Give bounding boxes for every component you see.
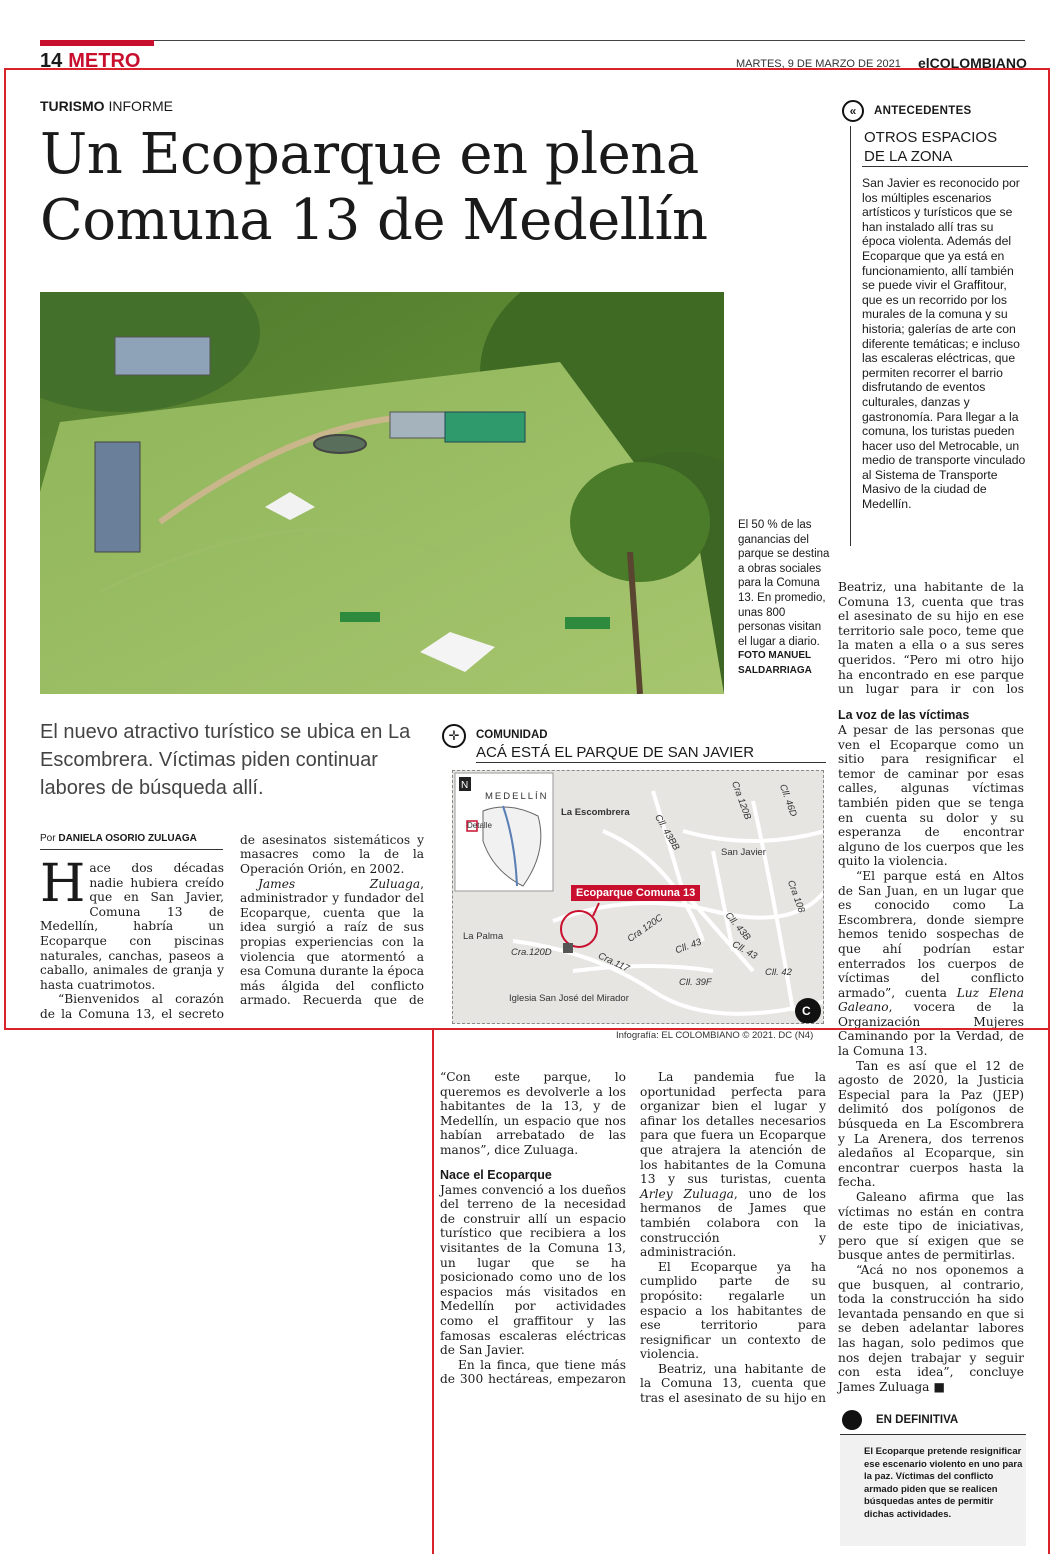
antecedentes-label: ANTECEDENTES <box>874 105 972 117</box>
section-name: METRO <box>68 50 141 72</box>
article-column-3: Beatriz, una habitante de la Comuna 13, cuenta que tras el asesinato de su hijo en ese territorio sale poco, teme que la maten a ella o a sus seres queridos. “Pero mi otro hijo ha encontrado en ese parque un lugar para ir con los La voz de las víctimas A pesar de las personas que ven el Ecoparque como un sitio para resignificar el temor de caminar por esas calles, algunas víctimas también piden que se tenga en cuenta su dolor y su esperanza de encontrar alguno de los cuerpos que les quito la violencia. “El parque está en Altos de San Juan, en un lugar que es conocido como La Escombrera, donde siempre hemos tenido sospechas de que ahí podrían estar enterrados los cuerpos de víctimas del conflicto armado”, cuenta Luz Elena Galeano, vocera de la Organización Mujeres Caminando por la Verdad, de la Comuna 13. Tan es así que el 12 de agosto de 2020, la Justicia Especial para la Paz (JEP) delimitó dos polígonos de búsqueda en La Escombrera y La Arenera, dos terrenos aledaños al Ecoparque, sin encontrar cuerpos hasta la fecha. Galeano afirma que las víctimas no están en contra de este tipo de iniciativas, pero que sí exigen que se busque antes de permitirlas. “Acá no nos oponemos a que busquen, al contrario, toda la construcción ha sido levantada pensando en que si se deben adelantar labores las hagan, solo pedimos que nos dejen trabajar y seguir con esta idea”, concluye James Zuluaga ■ <box>838 580 1024 1394</box>
chevrons-left-icon: « <box>842 100 864 122</box>
map-city-label: MEDELLÍN <box>485 791 549 802</box>
byline-rule <box>40 849 223 850</box>
map-highlight-label: Ecoparque Comuna 13 <box>571 885 700 901</box>
street-cra-117: Cra.117 <box>596 950 631 975</box>
compass-icon: ✛ <box>442 724 466 748</box>
en-definitiva-text: El Ecoparque pretende resignificar ese escenario violento en uno para la paz. Víctimas del conflicto armado piden que se realicen búsquedas antes de permitir dichas actividades. <box>864 1446 1023 1520</box>
map-label: COMUNIDAD <box>476 729 548 741</box>
street-cll-42: Cll. 42 <box>765 967 792 978</box>
map-logo: C <box>802 1004 811 1018</box>
page-number: 14 METRO <box>40 50 141 72</box>
checker-icon <box>842 1410 862 1430</box>
paragraph-james: James Zuluaga, administrador y fundador del Ecoparque, cuenta que la idea surgió a raíz de sus propias experiencias con la violencia que atormentó a esa Comuna durante la época más álgida del conflicto armado. Recuerda que de <box>240 876 424 1008</box>
street-cll-46d: Cll. 46D <box>776 782 799 819</box>
article-column-1: Hace dos décadas nadie hubiera creído que en San Javier, Comuna 13 de Medellín, habría un Ecoparque con piscinas naturales, canchas, paseos a caballo, animales de granja y hasta cuatrimotos. “Bienvenidos al corazón de la Comuna 13, el secreto <box>40 854 224 1021</box>
paragraph-beatriz-end: Beatriz, una habitante de la Comuna 13, cuenta que tras el asesinato de su hijo en ese territorio sale poco, teme que la maten a ella o a sus seres queridos. “Pero mi otro hijo ha encontrado en ese parque un lugar para ir con los <box>838 580 1024 697</box>
location-map <box>452 770 824 1024</box>
main-photo <box>40 292 724 694</box>
section-color-bar <box>40 40 154 46</box>
photo-credit: FOTO MANUEL SALDARRIAGA <box>738 650 812 676</box>
headline: Un Ecoparque en plena Comuna 13 de Medellín <box>40 122 708 253</box>
sidebar-rule <box>850 126 851 546</box>
map-iglesia-label: Iglesia San José del Mirador <box>509 993 629 1004</box>
kicker: TURISMO INFORME <box>40 98 174 114</box>
article-column-4: “Con este parque, lo queremos es devolverle a los habitantes de la 13, y de Medellín, un espacio que nos habían arrebatado de las manos”, dice Zuluaga. Nace el Ecoparque James convenció a los dueños del terreno de la necesidad de construir allí un espacio turístico que recibiera a los visitantes de la Comuna 13, un lugar que se ha posicionado como uno de los espacios más visitados en Medellín por actividades como el graffitour y las famosas escaleras eléctricas de San Javier. En la finca, que tiene más de 300 hectáreas, empezaron <box>440 1070 626 1387</box>
street-cll-43bb: Cll. 43BB <box>652 812 682 853</box>
map-escombrera-label: La Escombrera <box>561 807 630 818</box>
antecedentes-title-rule <box>862 166 1028 167</box>
svg-text:N: N <box>461 780 469 791</box>
dropcap: H <box>40 854 86 914</box>
map-title-rule <box>476 762 826 763</box>
street-cll-43-b: Cll. 43 <box>730 939 759 962</box>
street-cll-43-a: Cll. 43 <box>673 936 704 957</box>
street-cll-39f: Cll. 39F <box>679 977 712 988</box>
masthead: elCOLOMBIANO <box>918 55 1027 71</box>
byline: Por DANIELA OSORIO ZULUAGA <box>40 833 197 844</box>
street-cra-108: Cra 108 <box>784 878 807 915</box>
paragraph-letrero: de asesinatos sistemáticos y masacres como la de la Operación Orión, en 2002. <box>240 832 424 876</box>
article-column-5: La pandemia fue la oportunidad perfecta para organizar bien el lugar y afinar los detalles necesarios para que fuera un Ecoparque que atrajera la atención de los habitantes de la Comuna 13 y sus turistas, cuenta Arley Zuluaga, uno de los hermanos de James que también colabora con la construcción y administración. El Ecoparque ya ha cumplido parte de su propósito: regalarle un espacio a los habitantes de ese territorio para resignificar un contexto de violencia. Beatriz, una habitante de la Comuna 13, cuenta que tras el asesinato de su hijo en <box>640 1070 826 1406</box>
deck: El nuevo atractivo turístico se ubica en La Escombrera. Víctimas piden continuar labores de búsqueda allí. <box>40 721 411 799</box>
ecopark-aerial-illustration <box>40 292 724 694</box>
antecedentes-body: San Javier es reconocido por los múltiples escenarios artísticos y turísticos que se han instalado allí tras su época violenta. Además del Ecoparque que ya está en funcionamiento, allí también se puede vivir el Graffitour, que es un recorrido por los murales de la comuna y su historia; galerías de arte con diferente temáticas; e incluso las escaleras eléctricas, que permiten recorrer el barrio disfrutando de eventos culturales, danzas y gastronomía. Para llegar a la comuna, los turistas pueden hacer uso del Metrocable, un medio de transporte vinculado al Sistema de Transporte Masivo de la ciudad de Medellín. <box>862 176 1026 512</box>
photo-caption: El 50 % de las ganancias del parque se destina a obras sociales para la Comuna 13. En promedio, unas 800 personas visitan el lugar a diario. FOTO MANUEL SALDARRIAGA <box>738 518 830 679</box>
street-cra-120b: Cra 120B <box>729 779 754 822</box>
antecedentes-title: OTROS ESPACIOS DE LA ZONA <box>864 129 998 165</box>
street-cll-43b: Cll. 43B <box>722 910 753 943</box>
article-column-2 <box>240 832 424 1008</box>
street-cra-120d: Cra.120D <box>511 947 552 958</box>
dateline: MARTES, 9 DE MARZO DE 2021 <box>736 58 901 70</box>
subhead-nace: Nace el Ecoparque <box>440 1167 552 1182</box>
top-rule <box>40 40 1025 41</box>
street-cra-120c: Cra 120C <box>625 912 666 945</box>
map-credit: Infografía: EL COLOMBIANO © 2021. DC (N4) <box>616 1030 814 1041</box>
map-san-javier-label: San Javier <box>721 847 766 858</box>
end-mark: ■ <box>933 1379 945 1394</box>
map-la-palma-label: La Palma <box>463 931 504 942</box>
map-title: ACÁ ESTÁ EL PARQUE DE SAN JAVIER <box>476 744 755 761</box>
map-detail-label: Detalle <box>467 821 492 830</box>
en-definitiva-label: EN DEFINITIVA <box>876 1414 959 1426</box>
subhead-victimas: La voz de las víctimas <box>838 708 970 722</box>
